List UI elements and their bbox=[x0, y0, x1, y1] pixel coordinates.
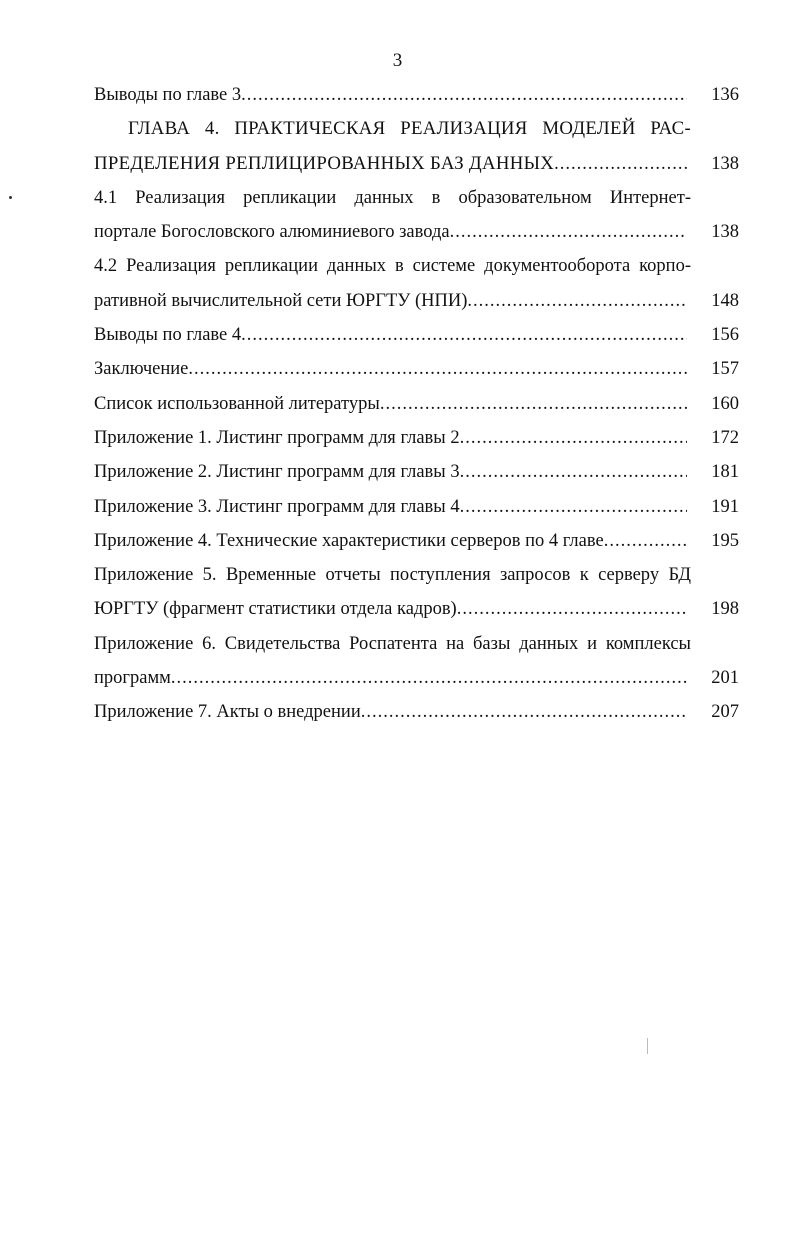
toc-entry-section-4-2[interactable] bbox=[94, 284, 739, 318]
toc-entry-appendix-4[interactable] bbox=[94, 524, 739, 558]
leader-dots bbox=[467, 284, 687, 318]
leader-dots bbox=[460, 421, 687, 455]
toc-entry-appendix-5[interactable] bbox=[94, 592, 739, 626]
leader-dots bbox=[604, 524, 687, 558]
toc-entry-label: Приложение 2. Листинг программ для главы 3 bbox=[94, 462, 460, 483]
scan-line bbox=[647, 1038, 648, 1054]
leader-dots bbox=[460, 490, 687, 524]
toc-entry-page: 198 bbox=[711, 599, 739, 620]
leader-dots bbox=[361, 695, 687, 729]
toc-entry-label: Заключение bbox=[94, 359, 189, 380]
toc-entry-page: 195 bbox=[711, 530, 739, 551]
toc-entry-label: Приложение 7. Акты о внедрении bbox=[94, 702, 361, 723]
toc-entry-page: 138 bbox=[711, 153, 739, 174]
toc-entry-label: Список использованной литературы bbox=[94, 393, 380, 414]
toc-entry-appendix-6[interactable] bbox=[94, 661, 739, 695]
leader-dots bbox=[241, 78, 687, 112]
toc-appendix-5-line1[interactable]: Приложение 5. Временные отчеты поступления запросов к серверу БД bbox=[94, 565, 691, 586]
toc-entry-page: 156 bbox=[711, 325, 739, 346]
toc-entry-label: ративной вычислительной сети ЮРГТУ (НПИ) bbox=[94, 290, 468, 311]
toc-chapter4-line1[interactable]: ГЛАВА 4. ПРАКТИЧЕСКАЯ РЕАЛИЗАЦИЯ МОДЕЛЕЙ РАС- bbox=[128, 118, 691, 140]
leader-dots bbox=[457, 592, 687, 626]
leader-dots bbox=[171, 661, 687, 695]
toc-entry-label: программ bbox=[94, 668, 171, 689]
toc-entry-section-4-1[interactable] bbox=[94, 215, 739, 249]
toc-entry-page: 201 bbox=[711, 668, 739, 689]
toc-entry-conclusion[interactable] bbox=[94, 352, 739, 386]
toc-entry-page: 138 bbox=[711, 222, 739, 243]
toc-entry-page: 191 bbox=[711, 496, 739, 517]
toc-entry-label: ЮРГТУ (фрагмент статистики отдела кадров) bbox=[94, 599, 457, 620]
toc-entry-label: Выводы по главе 3 bbox=[94, 85, 242, 105]
toc-entry-appendix-3[interactable] bbox=[94, 490, 739, 524]
toc-entry-chapter4[interactable] bbox=[94, 147, 739, 181]
toc-entry-label: Приложение 3. Листинг программ для главы 4 bbox=[94, 496, 460, 517]
toc-entry-label: Приложение 4. Технические характеристики серверов по 4 главе bbox=[94, 530, 604, 551]
toc-entry-conclusions-ch4[interactable] bbox=[94, 318, 739, 352]
toc-entry-label: Приложение 1. Листинг программ для главы 2 bbox=[94, 427, 460, 448]
leader-dots bbox=[241, 318, 687, 352]
toc-entry-appendix-7[interactable] bbox=[94, 695, 739, 729]
scan-speck bbox=[9, 196, 12, 199]
toc-section-4-2-line1[interactable]: 4.2 Реализация репликации данных в системе документооборота корпо- bbox=[94, 256, 691, 277]
toc-entry-appendix-2[interactable] bbox=[94, 455, 739, 489]
toc-entry-page: 207 bbox=[711, 702, 739, 723]
toc-section-4-1-line1[interactable]: 4.1 Реализация репликации данных в образовательном Интернет- bbox=[94, 187, 691, 208]
page-number: 3 bbox=[392, 50, 403, 71]
toc-entry-appendix-1[interactable] bbox=[94, 421, 739, 455]
toc-entry-page: 160 bbox=[711, 393, 739, 414]
leader-dots bbox=[188, 352, 687, 386]
toc-entry-conclusions-ch3[interactable] bbox=[94, 78, 739, 112]
toc-entry-label: ПРЕДЕЛЕНИЯ РЕПЛИЦИРОВАННЫХ БАЗ ДАННЫХ bbox=[94, 152, 555, 174]
toc-appendix-6-line1[interactable]: Приложение 6. Свидетельства Роспатента на базы данных и комплексы bbox=[94, 633, 691, 654]
leader-dots bbox=[380, 387, 687, 421]
table-of-contents bbox=[94, 78, 739, 730]
leader-dots bbox=[554, 147, 687, 181]
toc-entry-references[interactable] bbox=[94, 387, 739, 421]
leader-dots bbox=[450, 215, 687, 249]
toc-entry-page: 148 bbox=[711, 290, 739, 311]
leader-dots bbox=[460, 455, 687, 489]
toc-entry-page: 157 bbox=[711, 359, 739, 380]
toc-entry-page: 136 bbox=[711, 85, 739, 105]
toc-entry-label: портале Богословского алюминиевого завода bbox=[94, 222, 450, 243]
toc-entry-page: 181 bbox=[711, 462, 739, 483]
toc-entry-page: 172 bbox=[711, 427, 739, 448]
toc-entry-label: Выводы по главе 4 bbox=[94, 325, 242, 346]
